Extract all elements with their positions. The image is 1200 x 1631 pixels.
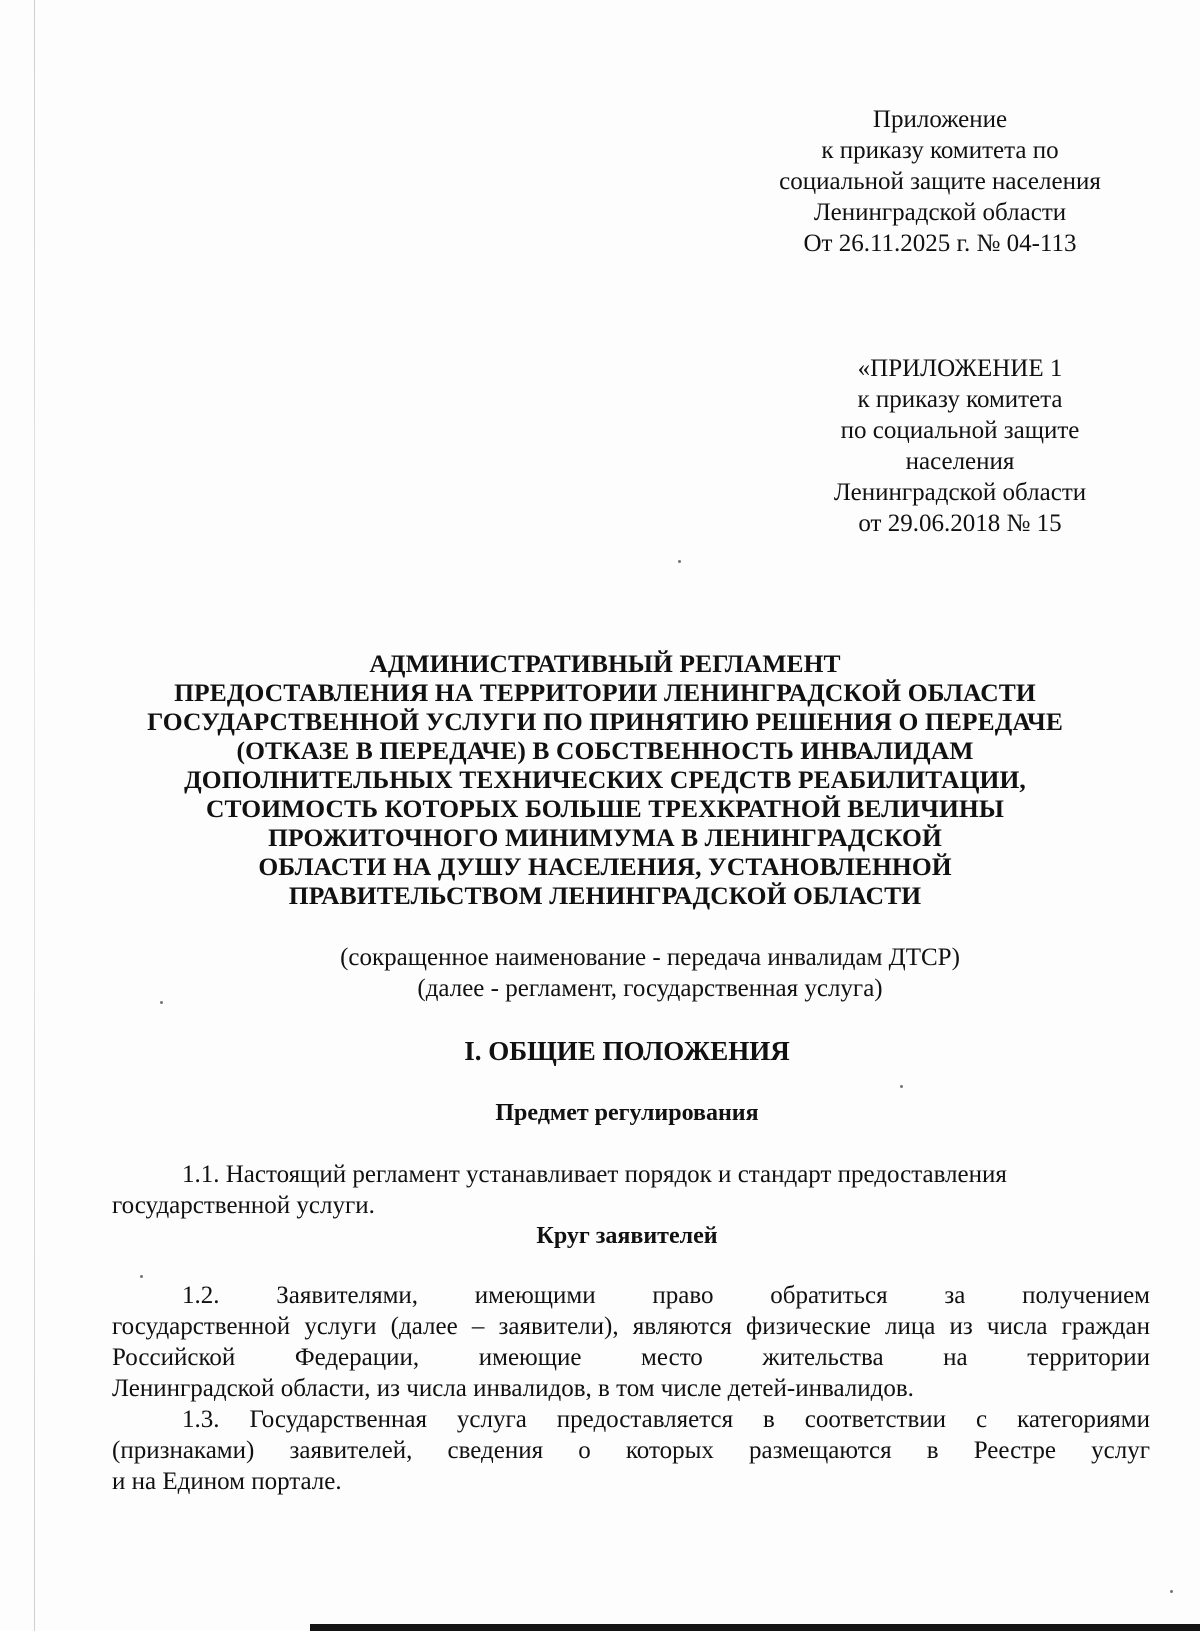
subtitle-further-name: (далее - регламент, государственная услуга) bbox=[417, 975, 883, 1002]
title-line: СТОИМОСТЬ КОТОРЫХ БОЛЬШЕ ТРЕХКРАТНОЙ ВЕЛИЧИНЫ bbox=[205, 794, 1005, 823]
header-block-original-appendix bbox=[760, 353, 1160, 539]
title-line: ПРЕДОСТАВЛЕНИЯ НА ТЕРРИТОРИИ ЛЕНИНГРАДСКОЙ ОБЛАСТИ bbox=[174, 678, 1036, 707]
header-line: Ленинградской области bbox=[813, 199, 1067, 226]
paragraph-1-3 bbox=[112, 1404, 1150, 1497]
header-line: От 26.11.2025 г. № 04-113 bbox=[803, 230, 1077, 257]
section-heading-general: I. ОБЩИЕ ПОЛОЖЕНИЯ bbox=[464, 1036, 790, 1066]
paragraph-text: 1.3. Государственная услуга предоставляется в соответствии с категориями bbox=[182, 1406, 1150, 1433]
scan-speck bbox=[140, 1275, 143, 1278]
scan-bottom-edge bbox=[310, 1624, 1200, 1631]
title-line: ГОСУДАРСТВЕННОЙ УСЛУГИ ПО ПРИНЯТИЮ РЕШЕНИЯ О ПЕРЕДАЧЕ bbox=[147, 707, 1063, 736]
header-line: Ленинградской области bbox=[833, 479, 1087, 506]
title-line: (ОТКАЗЕ В ПЕРЕДАЧЕ) В СОБСТВЕННОСТЬ ИНВАЛИДАМ bbox=[236, 736, 974, 765]
title-line: ОБЛАСТИ НА ДУШУ НАСЕЛЕНИЯ, УСТАНОВЛЕННОЙ bbox=[258, 852, 952, 881]
paragraph-text: Ленинградской области, из числа инвалидов, в том числе детей-инвалидов. bbox=[112, 1375, 914, 1402]
paragraph-text: (признаками) заявителей, сведения о которых размещаются в Реестре услуг bbox=[112, 1437, 1150, 1464]
paragraph-text: 1.1. Настоящий регламент устанавливает порядок и стандарт предоставления bbox=[182, 1161, 1007, 1188]
header-line: от 29.06.2018 № 15 bbox=[858, 510, 1062, 537]
paragraph-text: государственной услуги. bbox=[112, 1192, 375, 1219]
title-line: ПРОЖИТОЧНОГО МИНИМУМА В ЛЕНИНГРАДСКОЙ bbox=[268, 823, 942, 852]
scan-speck bbox=[1170, 1590, 1173, 1593]
paragraph-1-1 bbox=[112, 1159, 1150, 1221]
subtitle-short-name: (сокращенное наименование - передача инвалидам ДТСР) bbox=[340, 944, 960, 971]
paragraph-text: государственной услуги (далее – заявители), являются физические лица из числа граждан Российской Федерации, имеющие место жительства на территории bbox=[112, 1313, 1150, 1371]
header-line: Приложение bbox=[872, 106, 1008, 133]
document-title bbox=[80, 649, 1130, 910]
header-line: социальной защите населения bbox=[779, 168, 1101, 195]
title-line: АДМИНИСТРАТИВНЫЙ РЕГЛАМЕНТ bbox=[369, 649, 841, 678]
header-line: к приказу комитета bbox=[857, 386, 1063, 413]
header-line: «ПРИЛОЖЕНИЕ 1 bbox=[857, 355, 1063, 382]
title-line: ПРАВИТЕЛЬСТВОМ ЛЕНИНГРАДСКОЙ ОБЛАСТИ bbox=[288, 881, 922, 910]
paragraph-1-2 bbox=[112, 1280, 1150, 1404]
header-line: населения bbox=[905, 448, 1015, 475]
scan-speck bbox=[678, 560, 681, 563]
paragraph-text: и на Едином портале. bbox=[112, 1468, 342, 1495]
subsection-heading-applicants: Круг заявителей bbox=[536, 1223, 718, 1249]
header-line: к приказу комитета по bbox=[821, 137, 1059, 164]
title-line: ДОПОЛНИТЕЛЬНЫХ ТЕХНИЧЕСКИХ СРЕДСТВ РЕАБИЛИТАЦИИ, bbox=[184, 765, 1026, 794]
paragraph-text: 1.2. Заявителями, имеющими право обратиться за получением bbox=[182, 1282, 1150, 1309]
header-block-appendix bbox=[740, 104, 1140, 259]
subsection-heading-subject: Предмет регулирования bbox=[495, 1100, 759, 1126]
scan-left-edge bbox=[34, 0, 35, 1631]
document-subtitle bbox=[260, 942, 1040, 1004]
header-line: по социальной защите bbox=[840, 417, 1080, 444]
scan-speck bbox=[900, 1085, 903, 1088]
scan-speck bbox=[160, 1001, 163, 1004]
